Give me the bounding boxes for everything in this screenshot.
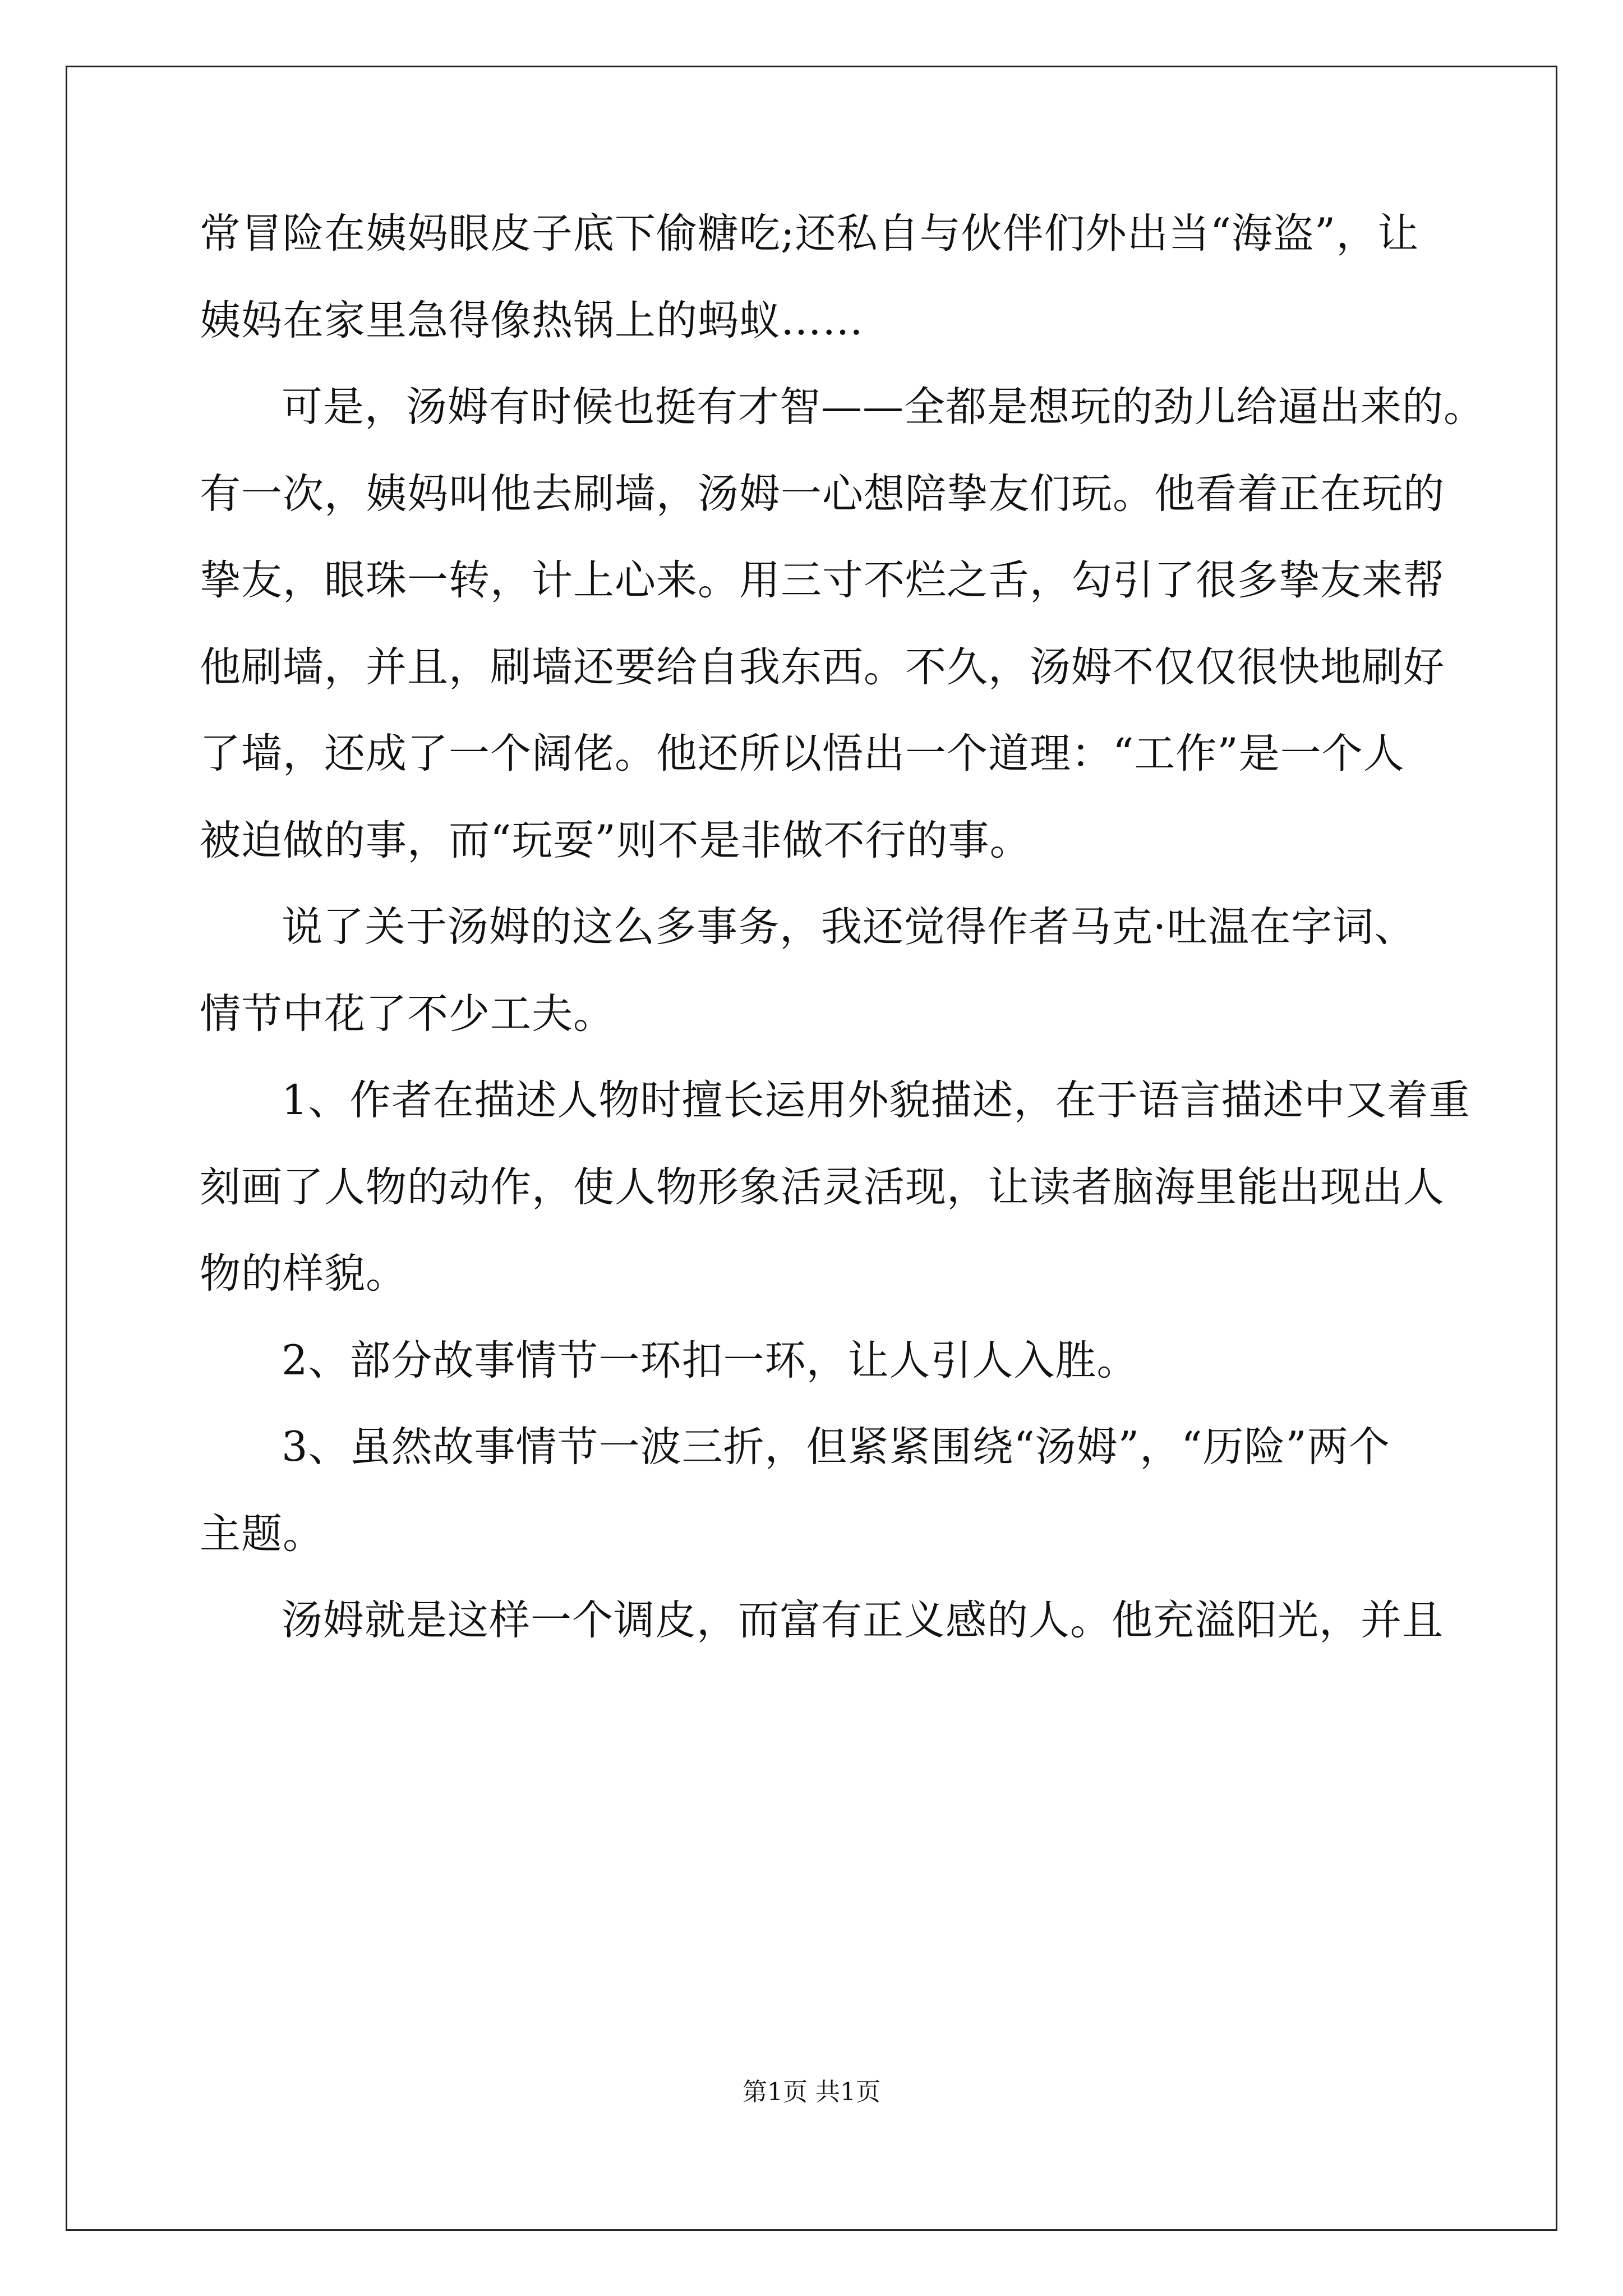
text-line: 刻画了人物的动作，使人物形象活灵活现，让读者脑海里能出现出人 (200, 1163, 1445, 1211)
text-line: 常冒险在姨妈眼皮子底下偷糖吃;还私自与伙伴们外出当“海盗”，让 (200, 210, 1419, 257)
text-line: 挚友，眼珠一转，计上心来。用三寸不烂之舌，勾引了很多挚友来帮 (200, 556, 1445, 604)
text-line: 3、虽然故事情节一波三折，但紧紧围绕“汤姆”，“历险”两个 (282, 1423, 1390, 1471)
text-line: 他刷墙，并且，刷墙还要给自我东西。不久，汤姆不仅仅很快地刷好 (200, 643, 1445, 691)
document-body (200, 210, 1485, 1685)
text-line: 姨妈在家里急得像热锅上的蚂蚁…… (200, 296, 864, 344)
text-line: 情节中花了不少工夫。 (200, 990, 615, 1038)
text-line: 主题。 (200, 1510, 324, 1558)
text-line: 有一次，姨妈叫他去刷墙，汤姆一心想陪挚友们玩。他看着正在玩的 (200, 470, 1445, 518)
text-line: 可是，汤姆有时候也挺有才智——全都是想玩的劲儿给逼出来的。 (282, 383, 1485, 431)
page-number-footer: 第1页 共1页 (743, 2078, 880, 2106)
text-line: 2、部分故事情节一环扣一环，让人引人入胜。 (282, 1336, 1138, 1384)
text-line: 被迫做的事，而“玩耍”则不是非做不行的事。 (200, 816, 1031, 864)
text-line: 物的样貌。 (200, 1250, 407, 1297)
text-line: 说了关于汤姆的这么多事务，我还觉得作者马克·吐温在字词、 (282, 903, 1416, 951)
text-line: 汤姆就是这样一个调皮，而富有正义感的人。他充溢阳光，并且 (282, 1596, 1444, 1644)
text-line: 了墙，还成了一个阔佬。他还所以悟出一个道理：“工作”是一个人 (200, 730, 1405, 777)
text-line: 1、作者在描述人物时擅长运用外貌描述，在于语言描述中又着重 (282, 1076, 1470, 1124)
